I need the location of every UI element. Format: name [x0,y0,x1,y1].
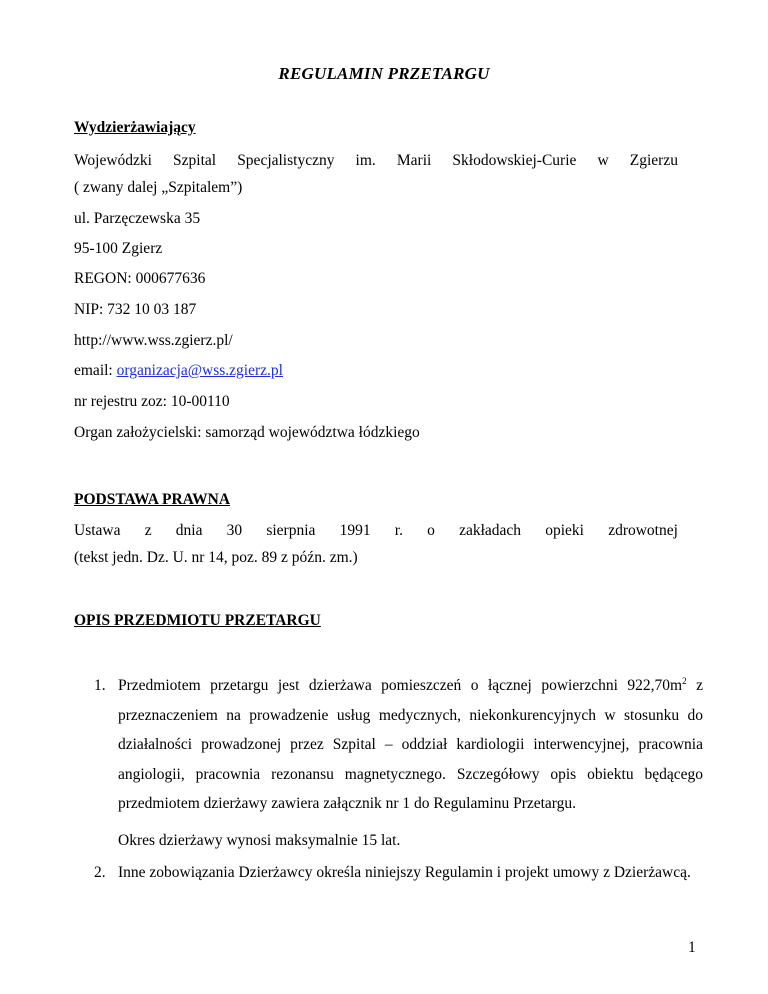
website-url: http://www.wss.zgierz.pl/ [74,332,233,349]
address-city: 95-100 Zgierz [74,240,163,257]
lessor-word: Skłodowskiej-Curie [452,152,577,169]
list-number: 2. [94,864,106,881]
lessor-word: im. [355,152,376,169]
lessor-name-line [74,152,678,170]
email-label: email: [74,362,117,379]
lease-period: Okres dzierżawy wynosi maksymalnie 15 lat. [118,832,401,849]
lessor-alias: ( zwany dalej „Szpitalem”) [74,179,243,196]
page-number: 1 [688,939,696,956]
superscript: 2 [682,675,687,686]
list-number: 1. [94,677,106,694]
lessor-word: Wojewódzki [74,152,152,169]
legal-basis-citation: (tekst jedn. Dz. U. nr 14, poz. 89 z późn. zm.) [74,549,358,566]
legal-word: zdrowotnej [608,522,678,539]
list-text: Przedmiotem przetargu jest dzierżawa pomieszczeń o łącznej powierzchni $922,70m^2$ z przeznaczeniem na prowadzenie usług medycznych, niekonkurencyjnych w stosunku do działalności prowadzonej przez Szpital – oddział kardiologii interwencyjnej, pracownia angiologii, pracownia rezonansu magnetycznego. Szczegółowy opis obiektu będącego przedmiotem dzierżawy zawiera załącznik nr 1 do Regulaminu Przetargu. [118,675,703,812]
nip-number: NIP: 732 10 03 187 [74,301,197,318]
legal-word: sierpnia [266,522,316,539]
lessor-heading: Wydzierżawiający [74,119,196,136]
legal-basis-heading: PODSTAWA PRAWNA [74,491,231,508]
legal-word: 30 [226,522,243,539]
legal-word: opieki [545,522,584,539]
founding-body: Organ założycielski: samorząd województwa łódzkiego [74,424,420,441]
legal-word: dnia [175,522,203,539]
legal-word: r. [394,522,403,539]
lessor-word: Zgierzu [629,152,678,169]
email-line [74,362,283,380]
regon-number: REGON: 000677636 [74,270,206,287]
address-street: ul. Parzęczewska 35 [74,210,201,227]
register-number: nr rejestru zoz: 10-00110 [74,393,230,410]
document-title: REGULAMIN PRZETARGU [278,64,490,83]
legal-word: z [144,522,152,539]
lessor-word: Szpital [173,152,217,169]
legal-word: 1991 [339,522,371,539]
legal-word: o [427,522,435,539]
email-link[interactable]: organizacja@wss.zgierz.pl [116,362,283,379]
lessor-word: Specjalistyczny [237,152,335,169]
lessor-word: w [597,152,609,169]
lessor-word: Marii [396,152,432,169]
subject-heading: OPIS PRZEDMIOTU PRZETARGU [74,612,321,629]
legal-word: Ustawa [74,522,121,539]
legal-basis-line [74,522,678,540]
list-text: Inne zobowiązania Dzierżawcy określa niniejszy Regulamin i projekt umowy z Dzierżawcą. [118,864,691,881]
legal-word: zakładach [459,522,522,539]
